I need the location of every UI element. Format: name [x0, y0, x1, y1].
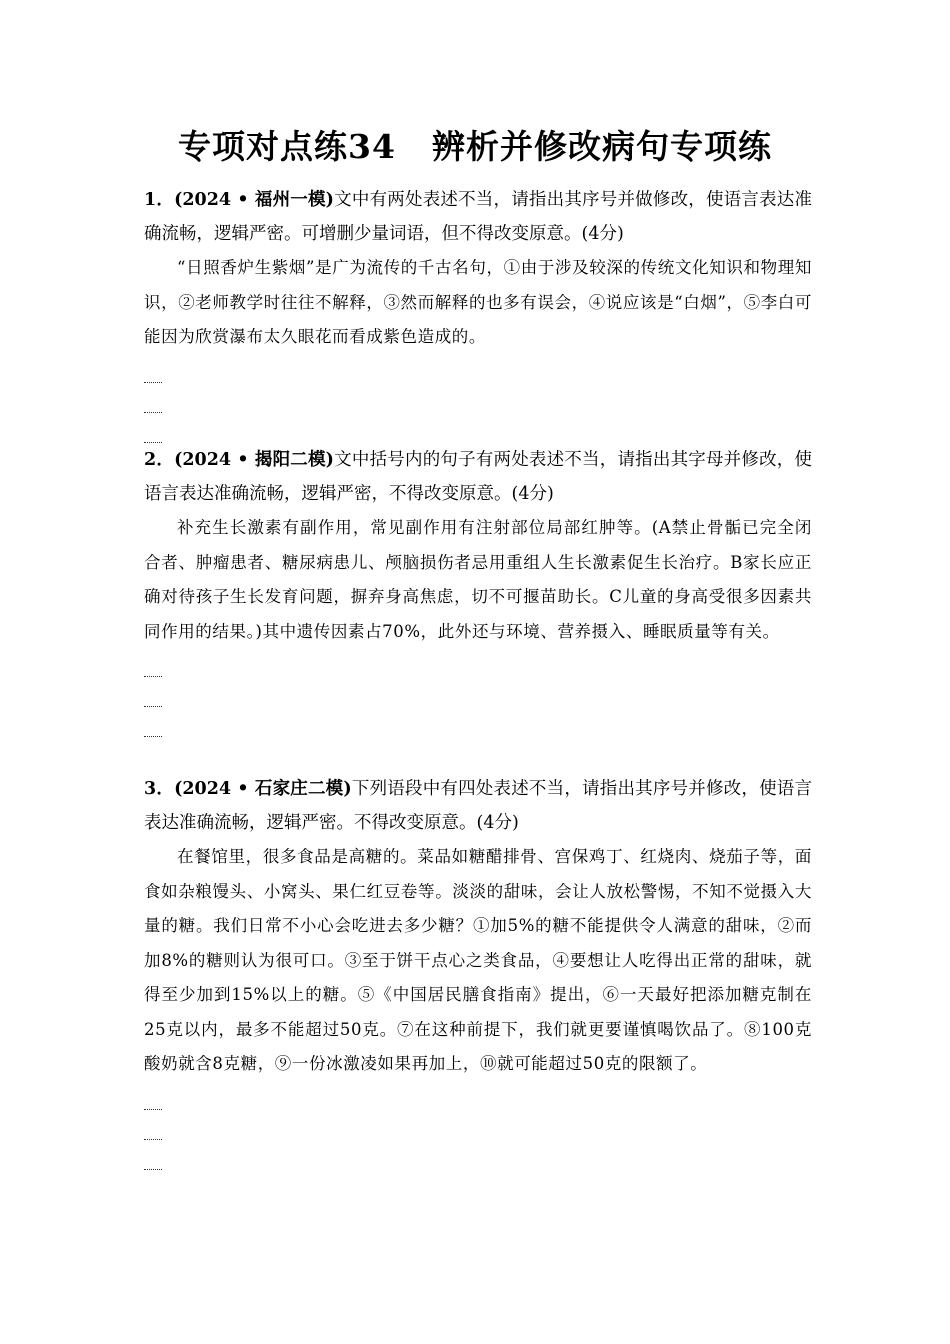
question-text: 下列语段中有四处表述不当，请指出其序号并修改，使语言表达准确流畅，逻辑严密。不得改变原意。(4分)	[144, 779, 812, 833]
answer-line[interactable]	[144, 415, 812, 445]
answer-line[interactable]	[144, 709, 812, 739]
question-number: 3．	[144, 779, 175, 799]
question-passage: 补充生长激素有副作用，常见副作用有注射部位局部红肿等。(A禁止骨骺已完全闭合者、肿瘤患者、糖尿病患儿、颅脑损伤者忌用重组人生长激素促生长治疗。B家长应正确对待孩子生长发育问题，摒弃身高焦虑，切不可揠苗助长。C儿童的身高受很多因素共同作用的结果。)其中遗传因素占70%，此外还与环境、营养摄入、睡眠质量等有关。	[144, 518, 812, 641]
question-1	[144, 183, 812, 445]
question-number: 1．	[144, 190, 175, 210]
answer-line[interactable]	[144, 1142, 812, 1172]
question-source: (2024 • 石家庄二模)	[174, 779, 352, 799]
question-prompt	[144, 443, 812, 511]
answer-line[interactable]	[144, 649, 812, 679]
question-text: 文中有两处表述不当，请指出其序号并做修改，使语言表达准确流畅，逻辑严密。可增删少量词语，但不得改变原意。(4分)	[144, 190, 812, 244]
question-passage: 在餐馆里，很多食品是高糖的。菜品如糖醋排骨、宫保鸡丁、红烧肉、烧茄子等，面食如杂粮馒头、小窝头、果仁红豆卷等。淡淡的甜味，会让人放松警惕，不知不觉摄入大量的糖。我们日常不小心会吃进去多少糖？①加5%的糖不能提供令人满意的甜味，②而加8%的糖则认为很可口。③至于饼干点心之类食品，④要想让人吃得出正常的甜味，就得至少加到15%以上的糖。⑤《中国居民膳食指南》提出，⑥一天最好把添加糖克制在25克以内，最多不能超过50克。⑦在这种前提下，我们就更要谨慎喝饮品了。⑧100克酸奶就含8克糖，⑨一份冰激凌如果再加上，⑩就可能超过50克的限额了。	[144, 847, 812, 1073]
question-source: (2024 • 揭阳二模)	[174, 450, 334, 470]
question-prompt	[144, 772, 812, 840]
question-2	[144, 443, 812, 739]
answer-line[interactable]	[144, 1082, 812, 1112]
answer-line[interactable]	[144, 1112, 812, 1142]
question-3	[144, 772, 812, 1172]
question-source: (2024 • 福州一模)	[174, 190, 334, 210]
page-title	[0, 124, 950, 170]
question-text: 文中括号内的句子有两处表述不当，请指出其字母并修改，使语言表达准确流畅，逻辑严密，不得改变原意。(4分)	[144, 450, 812, 504]
title-sub: 辨析并修改病句专项练	[431, 127, 772, 166]
answer-line[interactable]	[144, 355, 812, 385]
answer-line[interactable]	[144, 679, 812, 709]
question-number: 2．	[144, 450, 175, 470]
question-prompt	[144, 183, 812, 251]
answer-line[interactable]	[144, 385, 812, 415]
title-main: 专项对点练34	[178, 127, 396, 166]
question-passage: “日照香炉生紫烟”是广为流传的千古名句，①由于涉及较深的传统文化知识和物理知识，②老师教学时往往不解释，③然而解释的也多有误会，④说应该是“白烟”，⑤李白可能因为欣赏瀑布太久眼花而看成紫色造成的。	[144, 258, 812, 346]
